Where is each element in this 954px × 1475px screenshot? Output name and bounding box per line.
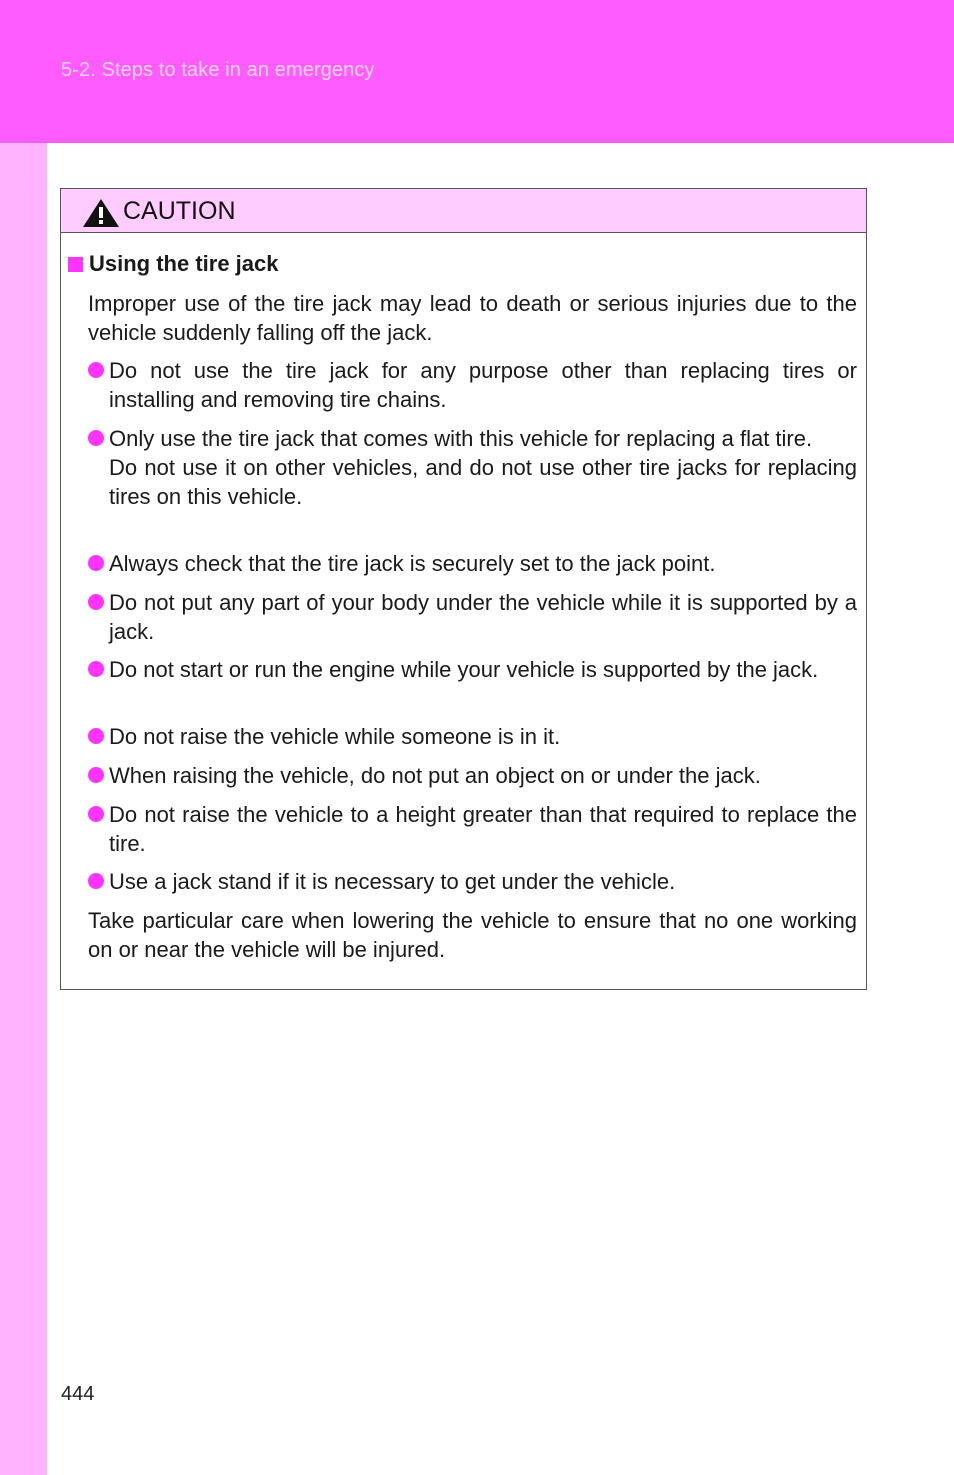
bullet-dot-icon bbox=[88, 430, 104, 446]
list-item bbox=[88, 867, 857, 896]
list-item-text: Do not raise the vehicle while someone is in it. bbox=[109, 724, 561, 749]
list-item-text: Use a jack stand if it is necessary to get under the vehicle. bbox=[109, 869, 676, 894]
bullet-dot-icon bbox=[88, 873, 104, 889]
bullet-dot-icon bbox=[88, 728, 104, 744]
bullet-dot-icon bbox=[88, 594, 104, 610]
list-item bbox=[88, 356, 857, 414]
list-item-text: Only use the tire jack that comes with this vehicle for replacing a flat tire. bbox=[109, 426, 813, 451]
bullet-dot-icon bbox=[88, 661, 104, 677]
list-item bbox=[88, 549, 857, 578]
closing-paragraph: Take particular care when lowering the vehicle to ensure that no one working on or near the vehicle will be injured. bbox=[88, 908, 857, 962]
list-item bbox=[88, 655, 857, 684]
bullet-dot-icon bbox=[88, 806, 104, 822]
bullet-dot-icon bbox=[88, 555, 104, 571]
caution-label: CAUTION bbox=[123, 197, 236, 225]
square-bullet-icon bbox=[68, 257, 83, 272]
list-item-continuation: Do not use it on other vehicles, and do not use other tire jacks for replacing tires on this vehicle. bbox=[109, 455, 857, 509]
page-number: 444 bbox=[61, 1383, 95, 1405]
warning-triangle-icon bbox=[82, 198, 120, 228]
list-item bbox=[88, 424, 857, 511]
list-item-text: When raising the vehicle, do not put an object on or under the jack. bbox=[109, 763, 761, 788]
list-item-text: Do not put any part of your body under the vehicle while it is supported by a jack. bbox=[109, 590, 857, 644]
section-title: 5-2. Steps to take in an emergency bbox=[61, 59, 375, 81]
list-item bbox=[88, 722, 857, 751]
intro-paragraph: Improper use of the tire jack may lead to death or serious injuries due to the vehicle suddenly falling off the jack. bbox=[88, 291, 857, 345]
list-item bbox=[88, 588, 857, 646]
caution-heading bbox=[61, 189, 866, 233]
bullet-dot-icon bbox=[88, 362, 104, 378]
list-item bbox=[88, 761, 857, 790]
list-item-text: Always check that the tire jack is securely set to the jack point. bbox=[109, 551, 716, 576]
list-item-text: Do not use the tire jack for any purpose other than replacing tires or installing and removing tire chains. bbox=[109, 358, 857, 412]
bullet-dot-icon bbox=[88, 767, 104, 783]
list-item-text: Do not raise the vehicle to a height greater than that required to replace the tire. bbox=[109, 802, 857, 856]
topic-text: Using the tire jack bbox=[89, 251, 279, 276]
topic-heading bbox=[68, 251, 279, 277]
side-band bbox=[0, 143, 47, 1475]
list-item-text: Do not start or run the engine while your vehicle is supported by the jack. bbox=[109, 657, 819, 682]
list-item bbox=[88, 800, 857, 858]
caution-box bbox=[60, 188, 867, 990]
